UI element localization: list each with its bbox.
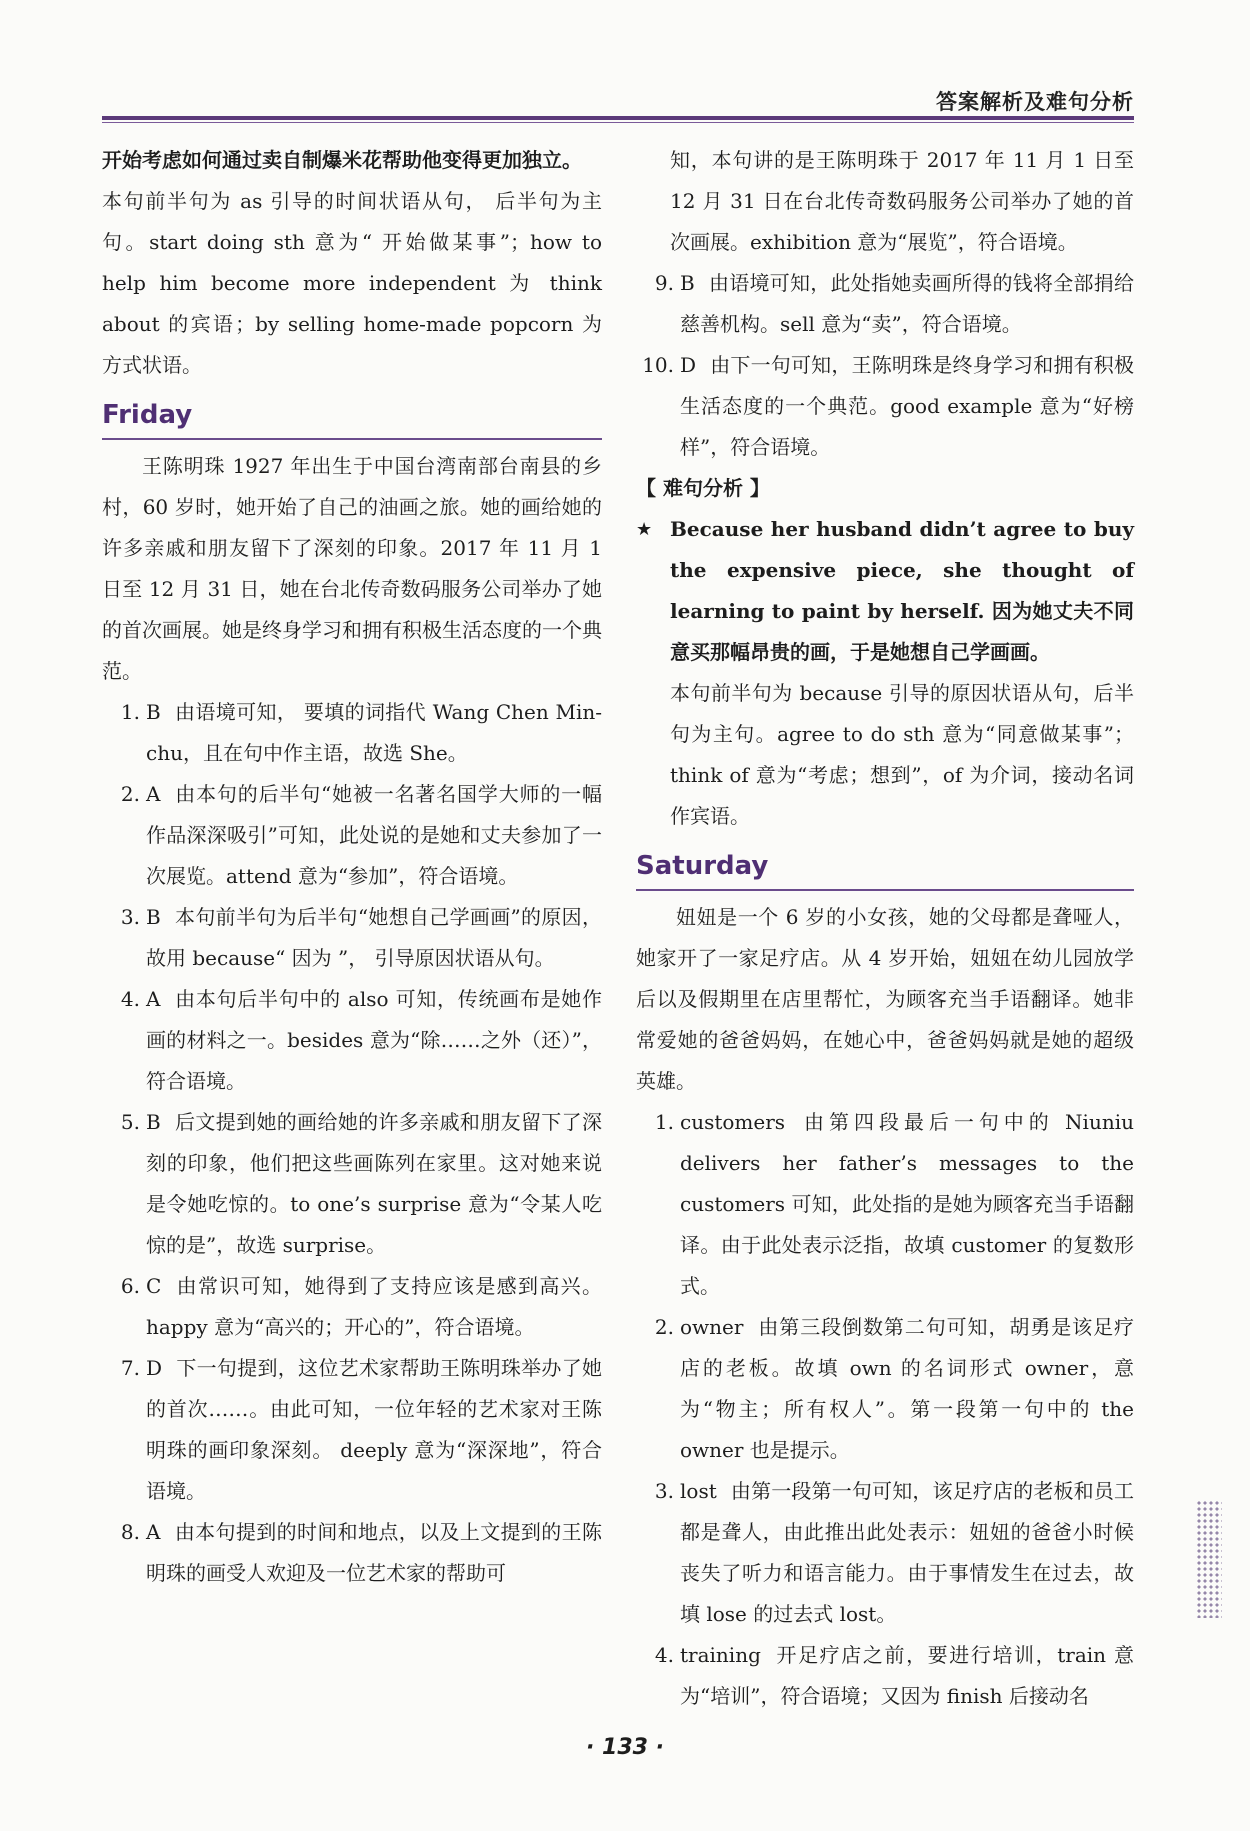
difficult-sentence-explanation: 本句前半句为 because 引导的原因状语从句，后半句为主句。agree to do sth 意为“同意做某事”；think of 意为“考虑；想到”，of 为介词，接动名词作宾语。 xyxy=(670,681,1134,828)
difficult-sentence xyxy=(636,509,1134,673)
item-explanation: 由第三段倒数第二句可知，胡勇是该足疗店的老板。故填 own 的名词形式 owner，意为“物主；所有权人”。第一段第一句中的 the owner 也是提示。 xyxy=(680,1315,1134,1462)
item-explanation: 开足疗店之前，要进行培训，train 意为“培训”，符合语境；又因为 finish 后接动名 xyxy=(680,1643,1134,1708)
saturday-passage: 妞妞是一个 6 岁的小女孩，她的父母都是聋哑人，她家开了一家足疗店。从 4 岁开始，妞妞在幼儿园放学后以及假期里在店里帮忙，为顾客充当手语翻译。她非常爱她的爸爸妈妈，在她心中，爸爸妈妈就是她的超级英雄。 xyxy=(636,905,1134,1093)
item-explanation: 由本句的后半句“她被一名著名国学大师的一幅作品深深吸引”可知，此处说的是她和丈夫参加了一次展览。attend 意为“参加”，符合语境。 xyxy=(146,782,602,888)
difficult-sentence-text: Because her husband didn’t agree to buy the expensive piece, she thought of learning to paint by herself. 因为她丈夫不同意买那幅昂贵的画，于是她想自己学画画。 xyxy=(670,517,1134,664)
section-title-saturday: Saturday xyxy=(636,851,769,881)
item-number: 1. xyxy=(654,1110,674,1134)
answer-item xyxy=(102,1102,602,1266)
page-number: · 133 · xyxy=(586,1735,664,1760)
answer-item xyxy=(102,1348,602,1512)
item-explanation: 由常识可知，她得到了支持应该是感到高兴。happy 意为“高兴的；开心的”，符合语境。 xyxy=(146,1274,602,1339)
right-column xyxy=(636,140,1134,1717)
star-icon: ★ xyxy=(636,519,653,540)
item-explanation: 由第一段第一句可知，该足疗店的老板和员工都是聋人，由此推出此处表示：妞妞的爸爸小时候丧失了听力和语言能力。由于事情发生在过去，故填 lose 的过去式 lost。 xyxy=(680,1479,1134,1626)
answer-item xyxy=(636,263,1134,345)
item-answer: B xyxy=(680,271,695,295)
item-explanation: 由本句后半句中的 also 可知，传统画布是她作画的材料之一。besides 意为“除……之外（还）”，符合语境。 xyxy=(146,987,602,1093)
header-title: 答案解析及难句分析 xyxy=(936,90,1134,114)
section-title-friday: Friday xyxy=(102,400,193,430)
item-explanation: 本句前半句为后半句“她想自己学画画”的原因，故用 because“ 因为 ”， 引导原因状语从句。 xyxy=(146,905,602,970)
item-explanation: 由第四段最后一句中的 Niuniu delivers her father’s messages to the customers 可知，此处指的是她为顾客充当手语翻译。由于此处表示泛指，故填 customer 的复数形式。 xyxy=(680,1110,1134,1298)
item-number: 1. xyxy=(120,700,140,724)
item-answer: training xyxy=(680,1643,761,1667)
item-answer: C xyxy=(146,1274,162,1298)
item-number: 10. xyxy=(642,353,674,377)
header-rule xyxy=(102,116,1134,120)
item-explanation: 由下一句可知，王陈明珠是终身学习和拥有积极生活态度的一个典范。good example 意为“好榜样”，符合语境。 xyxy=(680,353,1134,459)
answer-item xyxy=(102,897,602,979)
item-answer: D xyxy=(146,1356,163,1380)
section-saturday xyxy=(636,845,1134,891)
item-explanation: 后文提到她的画给她的许多亲戚和朋友留下了深刻的印象，他们把这些画陈列在家里。这对她来说是令她吃惊的。to one’s surprise 意为“令某人吃惊的是”，故选 surprise。 xyxy=(146,1110,602,1257)
item-number: 4. xyxy=(120,987,140,1011)
item-answer: owner xyxy=(680,1315,744,1339)
answer-item xyxy=(636,1471,1134,1635)
item-explanation: 由本句提到的时间和地点，以及上文提到的王陈明珠的画受人欢迎及一位艺术家的帮助可 xyxy=(146,1520,602,1585)
item-number: 9. xyxy=(654,271,674,295)
item-number: 4. xyxy=(654,1643,674,1667)
answer-item xyxy=(636,345,1134,468)
intro-explanation: 本句前半句为 as 引导的时间状语从句， 后半句为主句。start doing sth 意为“ 开始做某事”；how to help him become more independent 为 think about 的宾语；by selling home-made popcorn 为方式状语。 xyxy=(102,189,602,377)
item-number: 7. xyxy=(120,1356,140,1380)
left-column xyxy=(102,140,602,1594)
item-answer: D xyxy=(680,353,697,377)
item-answer: A xyxy=(146,782,161,806)
item-answer: B xyxy=(146,905,161,929)
item-answer: B xyxy=(146,700,161,724)
item-number: 5. xyxy=(120,1110,140,1134)
item-answer: customers xyxy=(680,1110,786,1134)
friday-passage: 王陈明珠 1927 年出生于中国台湾南部台南县的乡村，60 岁时，她开始了自己的油画之旅。她的画给她的许多亲戚和朋友留下了深刻的印象。2017 年 11 月 1 日至 12 月 31 日，她在台北传奇数码服务公司举办了她的首次画展。她是终身学习和拥有积极生活态度的一个典范。 xyxy=(102,454,602,683)
item-answer: lost xyxy=(680,1479,717,1503)
item-number: 6. xyxy=(120,1274,140,1298)
item-number: 3. xyxy=(654,1479,674,1503)
item-number: 8. xyxy=(120,1520,140,1544)
item-explanation: 由语境可知， 要填的词指代 Wang Chen Min-chu，且在句中作主语，故选 She。 xyxy=(146,700,602,765)
answer-item xyxy=(102,692,602,774)
item-answer: B xyxy=(146,1110,161,1134)
difficult-sentence-heading: 【 难句分析 】 xyxy=(636,476,770,500)
answer-item xyxy=(102,979,602,1102)
item-answer: A xyxy=(146,1520,161,1544)
item-number: 3. xyxy=(120,905,140,929)
section-friday xyxy=(102,394,602,440)
header-rule-thin xyxy=(102,122,1134,123)
item-explanation: 由语境可知，此处指她卖画所得的钱将全部捐给慈善机构。sell 意为“卖”，符合语境。 xyxy=(680,271,1134,336)
answer-item xyxy=(102,1266,602,1348)
answer-item xyxy=(636,1102,1134,1307)
item-8-continuation: 知，本句讲的是王陈明珠于 2017 年 11 月 1 日至 12 月 31 日在台北传奇数码服务公司举办了她的首次画展。exhibition 意为“展览”，符合语境。 xyxy=(670,148,1134,254)
item-answer: A xyxy=(146,987,161,1011)
item-number: 2. xyxy=(120,782,140,806)
answer-item xyxy=(636,1307,1134,1471)
item-number: 2. xyxy=(654,1315,674,1339)
answer-item xyxy=(102,774,602,897)
side-dot-pattern xyxy=(1196,1500,1222,1618)
answer-item xyxy=(102,1512,602,1594)
item-explanation: 下一句提到，这位艺术家帮助王陈明珠举办了她的首次……。由此可知，一位年轻的艺术家对王陈明珠的画印象深刻。 deeply 意为“深深地”，符合语境。 xyxy=(146,1356,602,1503)
intro-translation: 开始考虑如何通过卖自制爆米花帮助他变得更加独立。 xyxy=(102,148,582,172)
answer-item xyxy=(636,1635,1134,1717)
